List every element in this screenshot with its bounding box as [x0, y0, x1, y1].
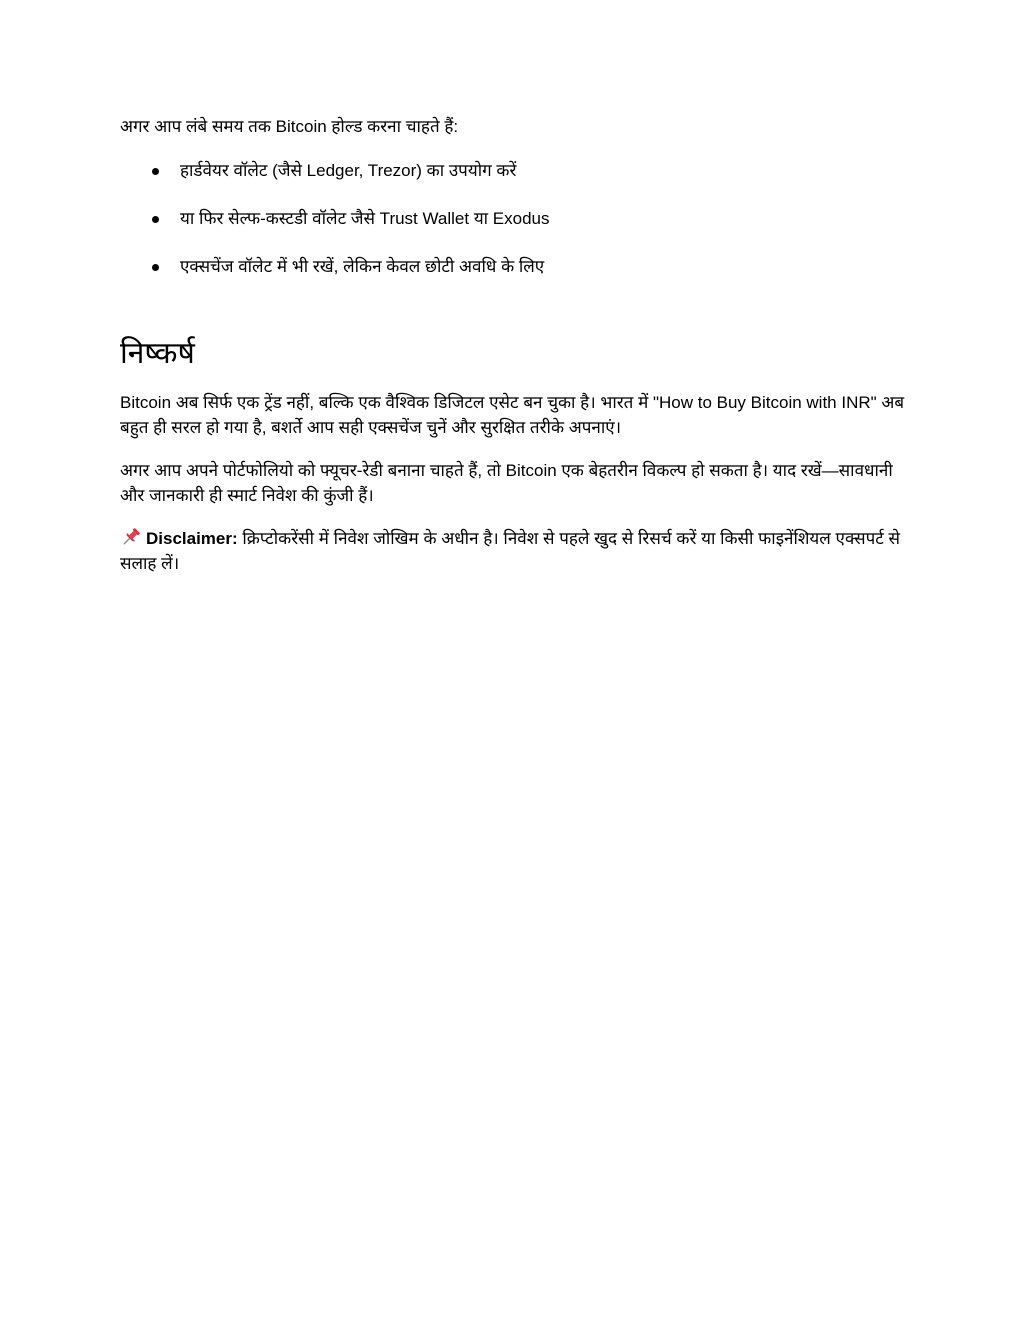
disclaimer-text: क्रिप्टोकरेंसी में निवेश जोखिम के अधीन है। निवेश से पहले खुद से रिसर्च करें या किसी फाइनेंशियल एक्सपर्ट से सलाह लें।: [120, 529, 901, 573]
list-item: [120, 254, 910, 280]
bullet-list: [120, 158, 910, 280]
disclaimer-label: Disclaimer:: [146, 529, 238, 548]
list-item-text: एक्सचेंज वॉलेट में भी रखें, लेकिन केवल छोटी अवधि के लिए: [180, 257, 545, 276]
bullet-dot-icon: [152, 216, 159, 223]
disclaimer-paragraph: [120, 526, 910, 576]
document-page: [120, 114, 910, 594]
bullet-dot-icon: [152, 264, 159, 271]
conclusion-paragraph: अगर आप अपने पोर्टफोलियो को फ्यूचर-रेडी बनाना चाहते हैं, तो Bitcoin एक बेहतरीन विकल्प हो सकता है। याद रखें—सावधानी और जानकारी ही स्मार्ट निवेश की कुंजी हैं।: [120, 461, 893, 505]
list-item-text: हार्डवेयर वॉलेट (जैसे Ledger, Trezor) का उपयोग करें: [180, 161, 517, 180]
list-item: [120, 158, 910, 184]
intro-text: अगर आप लंबे समय तक Bitcoin होल्ड करना चाहते हैं:: [120, 117, 459, 136]
conclusion-paragraph: Bitcoin अब सिर्फ एक ट्रेंड नहीं, बल्कि एक वैश्विक डिजिटल एसेट बन चुका है। भारत में "How to Buy Bitcoin with INR" अब बहुत ही सरल हो गया है, बशर्ते आप सही एक्सचेंज चुनें और सुरक्षित तरीके अपनाएं।: [120, 393, 905, 437]
pushpin-icon: [120, 526, 142, 548]
bullet-dot-icon: [152, 168, 159, 175]
list-item-text: या फिर सेल्फ-कस्टडी वॉलेट जैसे Trust Wallet या Exodus: [180, 209, 550, 228]
section-heading: निष्कर्ष: [120, 337, 195, 370]
list-item: [120, 206, 910, 232]
